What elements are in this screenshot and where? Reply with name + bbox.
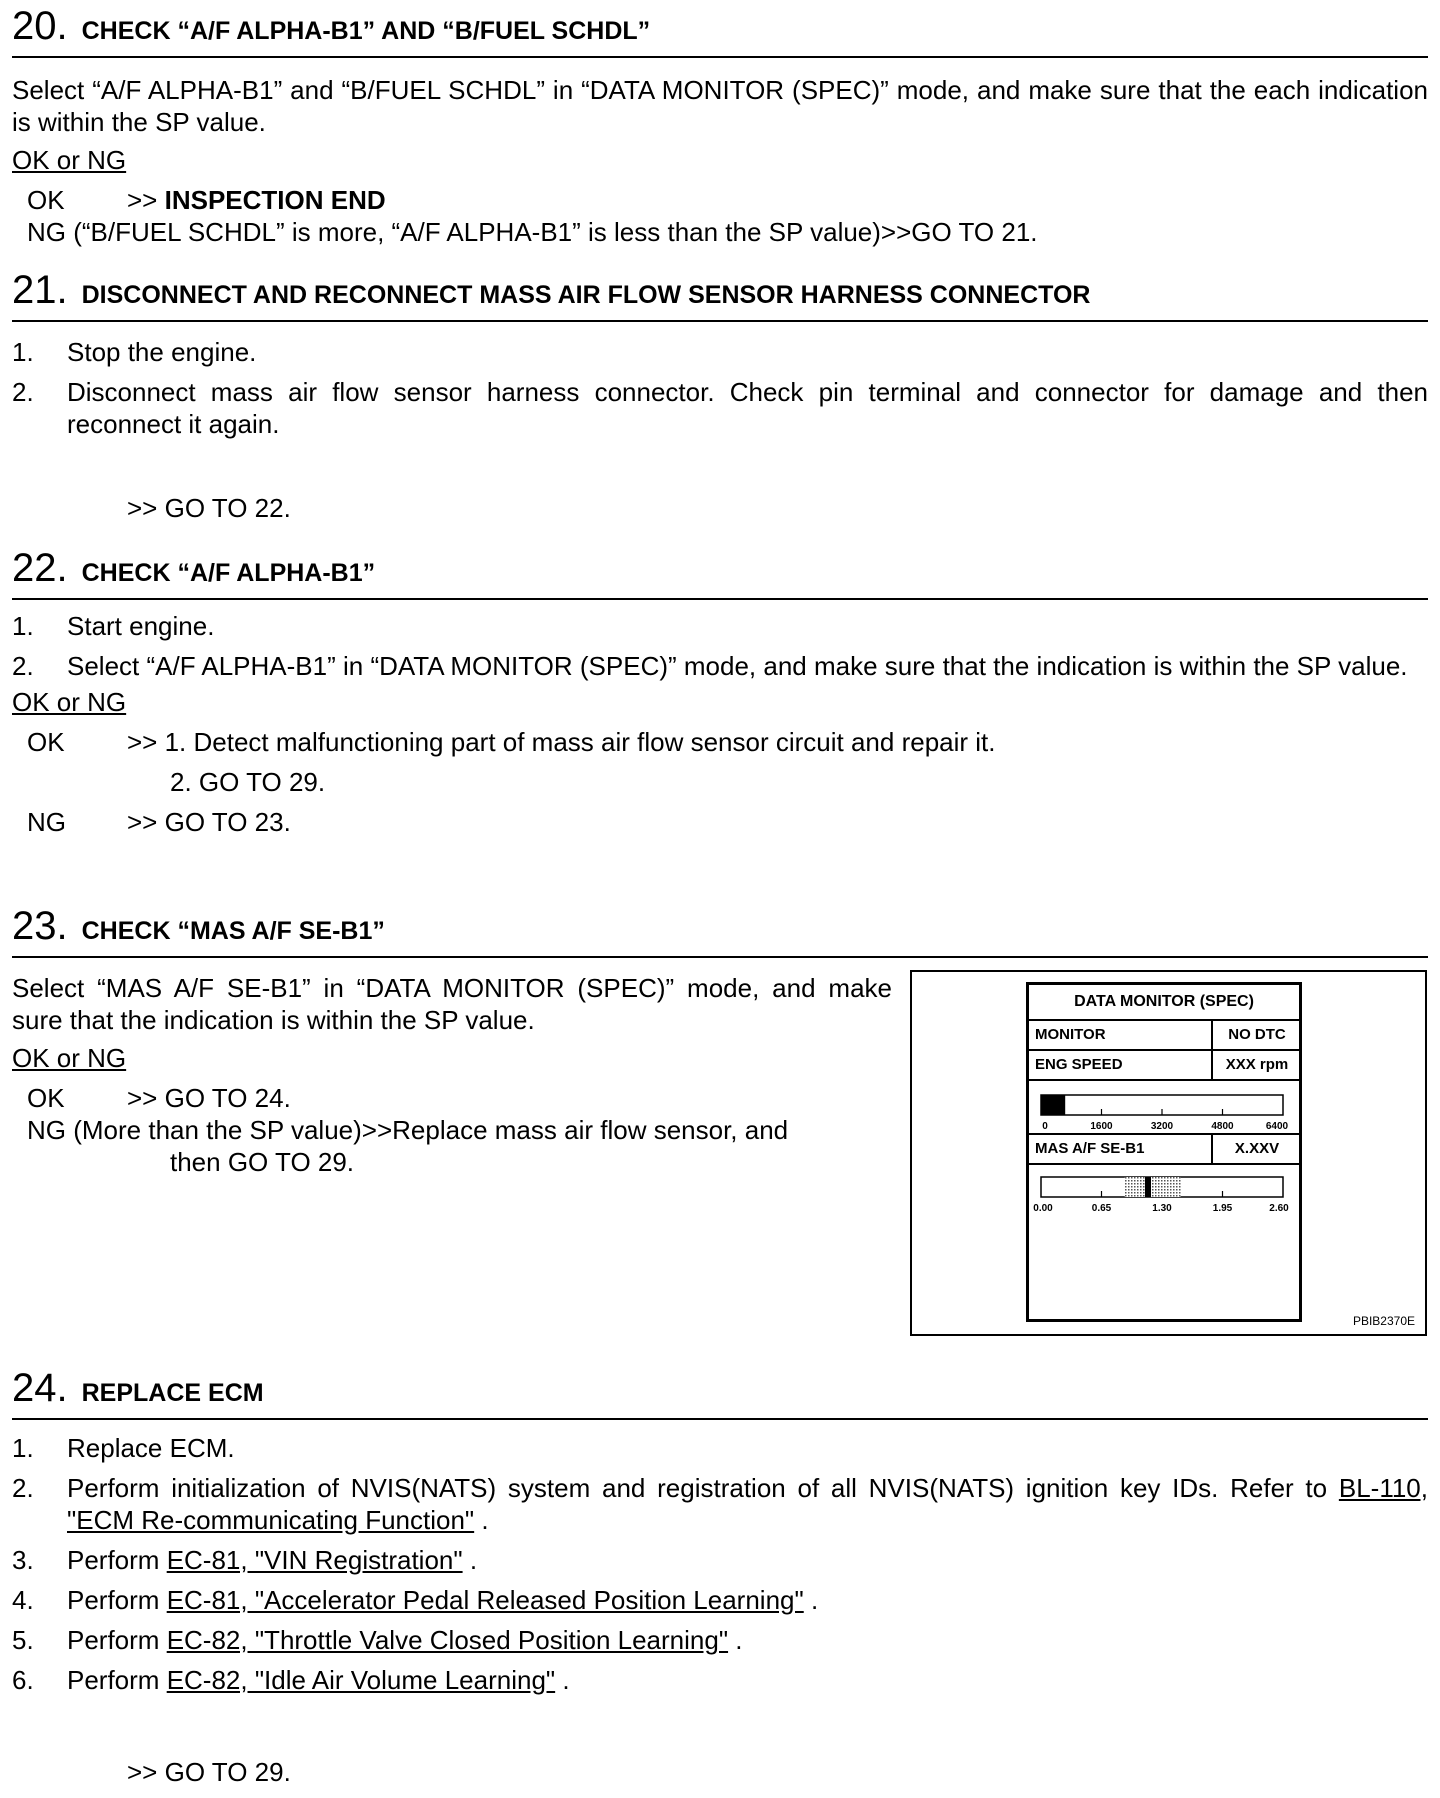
ok-arrow: >> (127, 185, 158, 215)
ng-line-2: then GO TO 29. (170, 1147, 355, 1177)
step-number: 24 (12, 1366, 57, 1410)
item-suffix: . (728, 1625, 743, 1655)
item-number: 1. (12, 337, 34, 367)
spec-range-band (1125, 1177, 1181, 1197)
item-number: 5. (12, 1625, 34, 1655)
step-23-body: Select “MAS A/F SE-B1” in “DATA MONITOR (SPEC)” mode, and make sure that the indication is within the SP value. (12, 973, 892, 1035)
list-item (12, 1664, 1428, 1696)
gauge-tick-label: 3200 (1150, 1121, 1174, 1132)
gauge-tick-label: 2.60 (1269, 1203, 1289, 1214)
list-item (12, 610, 1428, 642)
consult-screen (1026, 982, 1302, 1322)
heading-rule (12, 56, 1428, 58)
item-text: Perform (67, 1585, 167, 1615)
eng-speed-label: ENG SPEED (1035, 1056, 1123, 1073)
step-21 (12, 268, 1428, 523)
ng-key: NG (27, 807, 66, 837)
step-title: REPLACE ECM (81, 1379, 264, 1407)
ok-value: >> GO TO 24. (127, 1083, 291, 1113)
item-suffix: . (462, 1545, 478, 1575)
ok-key: OK (27, 185, 65, 215)
ng-result-row (12, 806, 1428, 838)
step-number: 23 (12, 904, 57, 948)
gauge-tick-label: 6400 (1265, 1121, 1289, 1132)
eng-speed-row (1029, 1051, 1299, 1081)
gauge-tick-label: 1600 (1090, 1121, 1113, 1132)
mas-af-gauge-svg (1029, 1165, 1295, 1217)
mas-af-row (1029, 1135, 1299, 1165)
ok-value-line-2: 2. GO TO 29. (170, 767, 326, 797)
step-title: CHECK “A/F ALPHA-B1” AND “B/FUEL SCHDL” (81, 17, 651, 45)
eng-speed-gauge-svg (1029, 1081, 1295, 1133)
item-number: 2. (12, 1473, 34, 1503)
step-22-heading (12, 546, 1428, 590)
gauge-tick-label: 0.65 (1091, 1203, 1112, 1214)
item-number: 2. (12, 651, 34, 681)
step-23-heading (12, 904, 1428, 948)
step-20 (12, 4, 1428, 248)
item-suffix: . (555, 1665, 570, 1695)
item-number: 4. (12, 1585, 34, 1615)
ok-result-row (12, 184, 1428, 216)
eng-speed-gauge (1029, 1081, 1299, 1135)
item-text: Replace ECM. (67, 1433, 235, 1463)
list-item (12, 376, 1428, 440)
ok-result-row (12, 726, 1428, 758)
list-item (12, 1432, 1428, 1464)
item-suffix: . (474, 1505, 489, 1535)
mas-af-value: X.XXV (1211, 1135, 1301, 1163)
step-dot: . (56, 4, 68, 48)
ok-result-row-2 (12, 766, 1428, 798)
monitor-row (1029, 1021, 1299, 1051)
ok-or-ng-label: OK or NG (12, 687, 127, 717)
list-item (12, 336, 1428, 368)
monitor-label: MONITOR (1035, 1026, 1106, 1043)
ok-key: OK (27, 1083, 65, 1113)
gauge-tick-label: 1.95 (1212, 1203, 1233, 1214)
list-item (12, 1584, 1428, 1616)
ng-value: >> GO TO 23. (127, 807, 291, 837)
item-text: Perform (67, 1625, 167, 1655)
ok-value (127, 184, 386, 216)
step-dot: . (56, 546, 68, 590)
step-number: 21 (12, 268, 57, 312)
step-24 (12, 1366, 1428, 1787)
data-monitor-figure (910, 970, 1427, 1336)
item-text: Stop the engine. (67, 337, 257, 367)
goto-text: >> GO TO 22. (127, 493, 291, 523)
heading-rule (12, 598, 1428, 600)
item-number: 6. (12, 1665, 34, 1695)
ok-key: OK (27, 727, 65, 757)
heading-rule (12, 1418, 1428, 1420)
step-title: CHECK “MAS A/F SE-B1” (81, 917, 385, 945)
goto-text: >> GO TO 29. (127, 1757, 291, 1787)
item-number: 3. (12, 1545, 34, 1575)
monitor-value: NO DTC (1211, 1021, 1301, 1049)
list-item (12, 650, 1428, 682)
step-title: DISCONNECT AND RECONNECT MASS AIR FLOW SENSOR HARNESS CONNECTOR (81, 281, 1091, 309)
heading-rule (12, 320, 1428, 322)
ec-82-idle-air-link[interactable]: EC-82, "Idle Air Volume Learning" (166, 1665, 556, 1695)
item-number: 2. (12, 377, 34, 407)
gauge-tick-label: 0.00 (1033, 1203, 1053, 1214)
gauge-tick-label: 0 (1042, 1121, 1048, 1132)
step-24-heading (12, 1366, 1428, 1410)
item-text: Select “A/F ALPHA-B1” in “DATA MONITOR (SPEC)” mode, and make sure that the indication is within the SP value. (67, 651, 1408, 681)
inspection-end-text: INSPECTION END (164, 185, 386, 215)
screen-title: DATA MONITOR (SPEC) (1029, 985, 1299, 1021)
item-number: 1. (12, 1433, 34, 1463)
step-number: 22 (12, 546, 57, 590)
ng-result-row (12, 216, 1428, 248)
item-text: Perform (67, 1665, 167, 1695)
step-dot: . (56, 1366, 68, 1410)
value-marker (1145, 1177, 1151, 1197)
ok-or-ng-label: OK or NG (12, 145, 127, 175)
gauge-fill (1041, 1095, 1065, 1115)
ec-82-throttle-link[interactable]: EC-82, "Throttle Valve Closed Position Learning" (166, 1625, 729, 1655)
item-text: Perform initialization of NVIS(NATS) system and registration of all NVIS(NATS) ignition key IDs. Refer to (67, 1473, 1339, 1503)
ng-line-1: NG (More than the SP value)>>Replace mass air flow sensor, and (27, 1115, 789, 1145)
step-dot: . (56, 904, 68, 948)
step-21-heading (12, 268, 1428, 312)
mas-af-label: MAS A/F SE-B1 (1035, 1140, 1145, 1157)
step-title: CHECK “A/F ALPHA-B1” (81, 559, 376, 587)
mas-af-gauge (1029, 1165, 1299, 1217)
gauge-tick-label: 4800 (1211, 1121, 1234, 1132)
ng-line: NG (“B/FUEL SCHDL” is more, “A/F ALPHA-B1” is less than the SP value)>>GO TO 21. (27, 217, 1038, 247)
figure-code: PBIB2370E (1352, 1314, 1415, 1328)
item-text: Start engine. (67, 611, 215, 641)
heading-rule (12, 956, 1428, 958)
eng-speed-value: XXX rpm (1211, 1051, 1301, 1079)
ok-or-ng-label: OK or NG (12, 1043, 127, 1073)
gauge-tick-label: 1.30 (1152, 1203, 1172, 1214)
step-dot: . (56, 268, 68, 312)
list-item (12, 1472, 1428, 1536)
item-text: Disconnect mass air flow sensor harness connector. Check pin terminal and connector for damage and then reconnect it again. (67, 377, 1428, 439)
step-22 (12, 546, 1428, 838)
step-number: 20 (12, 4, 57, 48)
item-number: 1. (12, 611, 34, 641)
list-item (12, 1544, 1428, 1576)
ec-81-accelerator-link[interactable]: EC-81, "Accelerator Pedal Released Position Learning" (166, 1585, 804, 1615)
ok-value-line-1: >> 1. Detect malfunctioning part of mass air flow sensor circuit and repair it. (127, 727, 996, 757)
step-20-heading (12, 4, 1428, 48)
list-item (12, 1624, 1428, 1656)
bl-110-link[interactable]: BL-110, "ECM Re-communicating Function" (67, 1473, 1428, 1535)
ec-81-vin-link[interactable]: EC-81, "VIN Registration" (166, 1545, 463, 1575)
item-suffix: . (803, 1585, 819, 1615)
item-text: Perform (67, 1545, 167, 1575)
step-20-body: Select “A/F ALPHA-B1” and “B/FUEL SCHDL” in “DATA MONITOR (SPEC)” mode, and make sure that the each indication is within the SP value. (12, 75, 1428, 137)
